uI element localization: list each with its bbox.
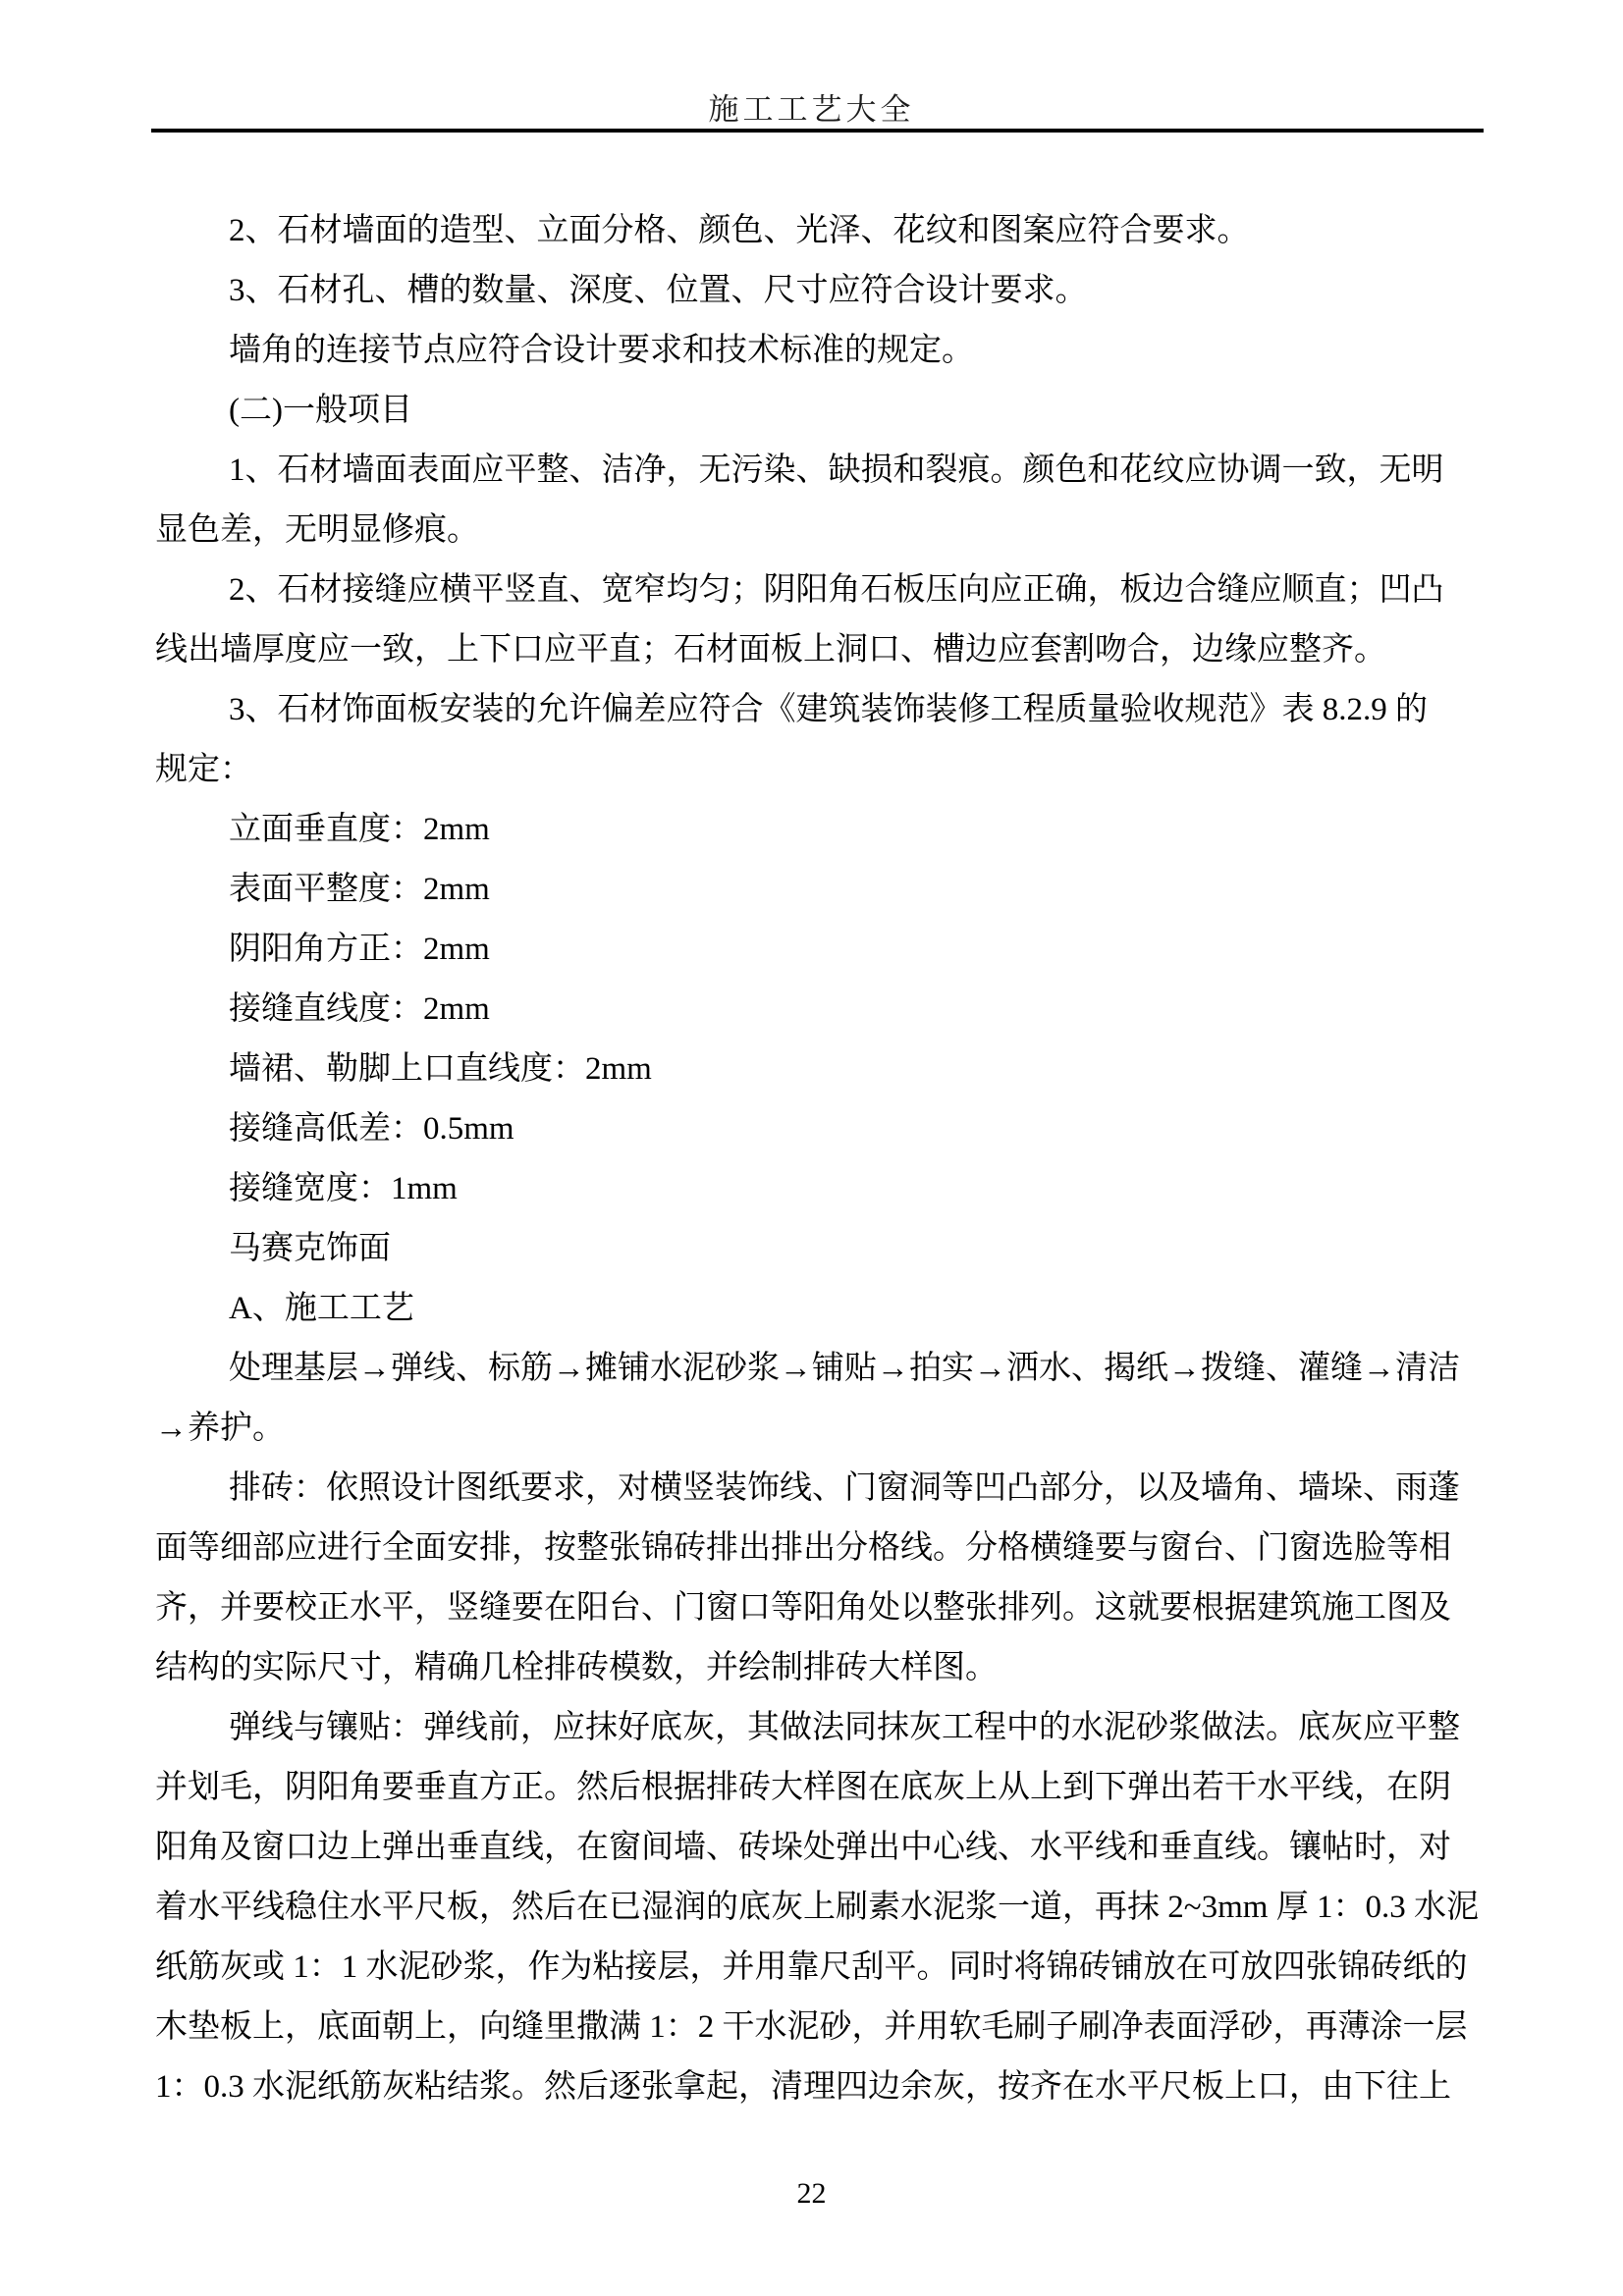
text-line: 1、石材墙面表面应平整、洁净，无污染、缺损和裂痕。颜色和花纹应协调一致，无明 (229, 453, 1444, 488)
text-line: 阴阳角方正：2mm (229, 932, 490, 967)
text-line: 马赛克饰面 (229, 1231, 391, 1266)
text-line: 弹线与镶贴：弹线前，应抹好底灰，其做法同抹灰工程中的水泥砂浆做法。底灰应平整 (229, 1710, 1460, 1745)
text-line: 3、石材孔、槽的数量、深度、位置、尺寸应符合设计要求。 (229, 273, 1088, 308)
text-line: A、施工工艺 (229, 1291, 414, 1326)
text-line: 接缝直线度：2mm (229, 991, 490, 1027)
text-line: 立面垂直度：2mm (229, 812, 490, 847)
text-line: 线出墙厚度应一致，上下口应平直；石材面板上洞口、槽边应套割吻合，边缘应整齐。 (155, 632, 1386, 667)
text-line: 面等细部应进行全面安排，按整张锦砖排出排出分格线。分格横缝要与窗台、门窗选脸等相 (155, 1530, 1451, 1566)
text-line: 1：0.3 水泥纸筋灰粘结浆。然后逐张拿起，清理四边余灰，按齐在水平尺板上口，由下往上 (155, 2069, 1451, 2105)
text-line: 显色差，无明显修痕。 (155, 512, 479, 548)
document-body-text (155, 201, 1490, 2117)
text-line: 表面平整度：2mm (229, 872, 490, 907)
text-line: 阳角及窗口边上弹出垂直线，在窗间墙、砖垛处弹出中心线、水平线和垂直线。镶帖时，对 (155, 1830, 1451, 1865)
text-line: 木垫板上，底面朝上，向缝里撒满 1：2 干水泥砂，并用软毛刷子刷净表面浮砂，再薄涂一层 (155, 2009, 1468, 2045)
text-line: 接缝宽度：1mm (229, 1171, 458, 1206)
text-line: 规定： (155, 752, 252, 787)
text-line: 结构的实际尺寸，精确几栓排砖模数，并绘制排砖大样图。 (155, 1650, 998, 1685)
text-line: 齐，并要校正水平，竖缝要在阳台、门窗口等阳角处以整张排列。这就要根据建筑施工图及 (155, 1590, 1451, 1626)
text-line: 墙角的连接节点应符合设计要求和技术标准的规定。 (229, 333, 974, 368)
text-line: 2、石材墙面的造型、立面分格、颜色、光泽、花纹和图案应符合要求。 (229, 213, 1250, 248)
header-rule-divider (151, 129, 1484, 133)
text-line: 接缝高低差：0.5mm (229, 1111, 514, 1147)
text-line: 纸筋灰或 1：1 水泥砂浆，作为粘接层，并用靠尺刮平。同时将锦砖铺放在可放四张锦砖纸的 (155, 1949, 1468, 1985)
text-line: 着水平线稳住水平尺板，然后在已湿润的底灰上刷素水泥浆一道，再抹 2~3mm 厚 1：0.3 水泥 (155, 1890, 1479, 1925)
text-line: (二)一般项目 (229, 393, 412, 428)
text-line: 排砖：依照设计图纸要求，对横竖装饰线、门窗洞等凹凸部分，以及墙角、墙垛、雨蓬 (229, 1470, 1460, 1506)
page-header-title: 施工工艺大全 (708, 92, 915, 127)
text-line: 处理基层→弹线、标筋→摊铺水泥砂浆→铺贴→拍实→洒水、揭纸→拨缝、灌缝→清洁 (229, 1351, 1460, 1386)
text-line: 墙裙、勒脚上口直线度：2mm (229, 1051, 652, 1087)
text-line: 并划毛，阴阳角要垂直方正。然后根据排砖大样图在底灰上从上到下弹出若干水平线，在阴 (155, 1770, 1451, 1805)
text-line: →养护。 (155, 1411, 285, 1446)
page-number: 22 (796, 2177, 827, 2210)
text-line: 3、石材饰面板安装的允许偏差应符合《建筑装饰装修工程质量验收规范》表 8.2.9 的 (229, 692, 1428, 727)
text-line: 2、石材接缝应横平竖直、宽窄均匀；阴阳角石板压向应正确，板边合缝应顺直；凹凸 (229, 572, 1444, 608)
